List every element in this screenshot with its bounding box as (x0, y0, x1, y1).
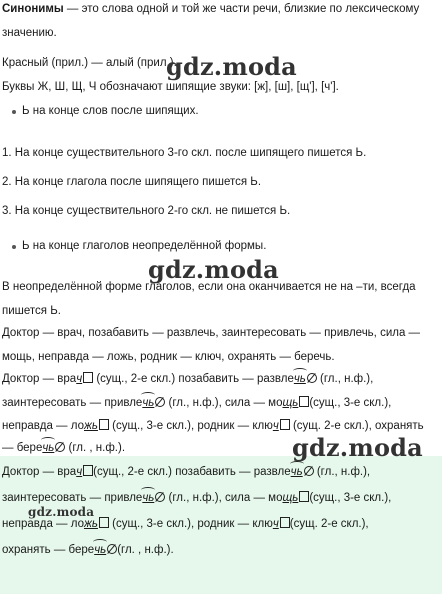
zero-ending-icon (307, 373, 317, 383)
empty-ending-icon (83, 465, 93, 476)
analysis-a-line-1: Доктор — врач (сущ., 2-е скл.) позабавить — развлечь (гл., н.ф.), (2, 372, 373, 386)
zero-ending-icon (155, 492, 165, 502)
bullet-icon (12, 110, 16, 114)
zero-ending-icon (304, 466, 314, 476)
watermark: gdz.moda (28, 505, 95, 519)
bullet-icon (12, 245, 16, 249)
analysis-a-line-2: заинтересовать — привлечь (гл., н.ф.), сила — мощь (сущ., 3-е скл.), (2, 396, 391, 410)
watermark: gdz.moda (292, 433, 423, 462)
infinitive-rule-cont: пишется Ь. (2, 305, 61, 317)
empty-ending-icon (83, 372, 93, 383)
synonyms-definition: Синонимы — это слова одной и той же части речи, близкие по лексическому (2, 3, 420, 15)
bullet-infinitive: Ь на конце глаголов неопределённой формы. (22, 240, 267, 252)
analysis-b-line-3: неправда — ложь (сущ., 3-е скл.), родник — ключ (сущ. 2-е скл.), (2, 518, 369, 530)
watermark: gdz.moda (166, 52, 297, 81)
infinitive-rule: В неопределённой форме глаголов, если она оканчивается не на –ти, всегда (2, 281, 416, 293)
example-line-1: Доктор — врач, позабавить — развлечь, заинтересовать — привлечь, сила — (2, 327, 421, 339)
rule-1: 1. На конце существительного 3-го скл. после шипящего пишется Ь. (2, 147, 367, 159)
rule-2: 2. На конце глагола после шипящего пишется Ь. (2, 176, 262, 188)
watermark: gdz.moda (148, 255, 279, 284)
analysis-b-line-2: заинтересовать — привлечь (гл., н.ф.), сила — мощь (сущ., 3-е скл.), (2, 491, 391, 505)
empty-ending-icon (280, 419, 290, 430)
empty-ending-icon (99, 517, 109, 528)
bullet-soft-sign-after-sibilants: Ь на конце слов после шипящих. (22, 105, 199, 117)
analysis-b-line-1: Доктор — врач (сущ., 2-е скл.) позабавить — развлечь (гл., н.ф.), (2, 465, 370, 479)
empty-ending-icon (99, 419, 109, 430)
analysis-b-line-4: охранять — беречь (гл. , н.ф.). (2, 543, 174, 557)
zero-ending-icon (155, 397, 165, 407)
empty-ending-icon (280, 517, 290, 528)
zero-ending-icon (55, 442, 65, 452)
zero-ending-icon (107, 544, 117, 554)
empty-ending-icon (299, 491, 309, 502)
red-example: Красный (прил.) — алый (прил.). (2, 57, 177, 69)
synonyms-definition-cont: значению. (2, 27, 57, 39)
analysis-a-line-4: — беречь (гл. , н.ф.). (2, 441, 125, 455)
empty-ending-icon (299, 396, 309, 407)
analysis-a-line-3: неправда — ложь (сущ., 3-е скл.), родник — ключ (сущ. 2-е скл.), охранять (2, 420, 424, 432)
sibilants-note: Буквы Ж, Ш, Щ, Ч обозначают шипящие звуки: [ж], [ш], [щ'], [ч']. (2, 81, 339, 93)
example-line-2: мощь, неправда — ложь, родник — ключ, охранять — беречь. (2, 351, 335, 363)
rule-3: 3. На конце существительного 2-го скл. не пишется Ь. (2, 205, 291, 217)
